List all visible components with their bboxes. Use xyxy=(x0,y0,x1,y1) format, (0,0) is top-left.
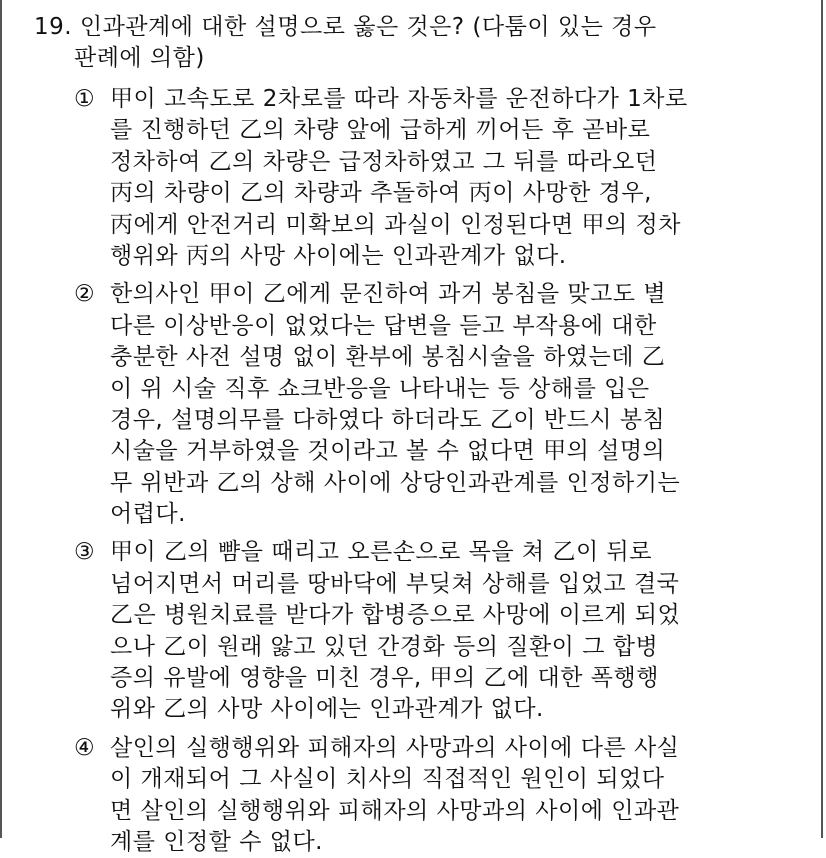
question-19 xyxy=(34,12,794,75)
option-text-line: 무 위반과 乙의 상해 사이에 상당인과관계를 인정하기는 xyxy=(110,469,681,496)
question-title-line xyxy=(34,12,794,43)
option-text-line: 를 진행하던 乙의 차량 앞에 급하게 끼어든 후 곧바로 xyxy=(110,117,651,144)
option-text-line: 충분한 사전 설명 없이 환부에 봉침시술을 하였는데 乙 xyxy=(110,344,666,371)
option-marker: ② xyxy=(74,281,95,308)
option-text-line: 이 개재되어 그 사실이 치사의 직접적인 원인이 되었다 xyxy=(110,766,665,793)
option-text-line: 위와 乙의 사망 사이에는 인과관계가 없다. xyxy=(110,696,544,723)
option-text-line: 丙의 차량이 乙의 차량과 추돌하여 丙이 사망한 경우, xyxy=(110,180,652,207)
option-text-line: 경우, 설명의무를 다하였다 하더라도 乙이 반드시 봉침 xyxy=(110,406,666,433)
option-text-line: 甲이 乙의 뺨을 때리고 오른손으로 목을 쳐 乙이 뒤로 xyxy=(110,539,652,566)
option-text-line: 어렵다. xyxy=(110,501,186,528)
option-marker: ③ xyxy=(74,539,95,566)
option-text-line: 甲이 고속도로 2차로를 따라 자동차를 운전하다가 1차로 xyxy=(110,86,688,112)
option-text-line: 한의사인 甲이 乙에게 문진하여 과거 봉침을 맞고도 별 xyxy=(110,281,667,308)
option-marker: ① xyxy=(74,86,95,112)
option-text-line: 계를 인정할 수 없다. xyxy=(110,828,323,855)
question-title-text: 인과관계에 대한 설명으로 옳은 것은? (다툼이 있는 경우 xyxy=(79,14,657,40)
answer-option-3[interactable] xyxy=(74,537,774,725)
answer-option-4[interactable] xyxy=(74,733,774,858)
option-text-line: 乙은 병원치료를 받다가 합병증으로 사망에 이르게 되었 xyxy=(110,602,681,629)
option-text-line: 증의 유발에 영향을 미친 경우, 甲의 乙에 대한 폭행행 xyxy=(110,665,659,692)
option-text-line: 정차하여 乙의 차량은 급정차하였고 그 뒤를 따라오던 xyxy=(110,148,658,175)
option-marker: ④ xyxy=(74,734,95,761)
option-text-line: 넘어지면서 머리를 땅바닥에 부딪쳐 상해를 입었고 결국 xyxy=(110,570,680,597)
option-text-line: 다른 이상반응이 없었다는 답변을 듣고 부작용에 대한 xyxy=(110,312,657,339)
option-text-line: 이 위 시술 직후 쇼크반응을 나타내는 등 상해를 입은 xyxy=(110,375,650,402)
option-text-line: 으나 乙이 원래 앓고 있던 간경화 등의 질환이 그 합병 xyxy=(110,633,659,660)
option-text-line: 살인의 실행행위와 피해자의 사망과의 사이에 다른 사실 xyxy=(110,734,680,761)
option-text-line: 행위와 丙의 사망 사이에는 인과관계가 없다. xyxy=(110,242,567,269)
answer-option-2[interactable] xyxy=(74,279,774,530)
answer-options xyxy=(74,84,774,858)
answer-option-1[interactable] xyxy=(74,84,774,272)
option-text-line: 丙에게 안전거리 미확보의 과실이 인정된다면 甲의 정차 xyxy=(110,211,681,238)
option-text-line: 면 살인의 실행행위와 피해자의 사망과의 사이에 인과관 xyxy=(110,797,680,824)
option-text-line: 시술을 거부하였을 것이라고 볼 수 없다면 甲의 설명의 xyxy=(110,438,666,465)
question-number: 19. xyxy=(34,14,73,40)
question-title xyxy=(34,12,794,75)
question-title-line: 판례에 의함) xyxy=(74,45,205,72)
